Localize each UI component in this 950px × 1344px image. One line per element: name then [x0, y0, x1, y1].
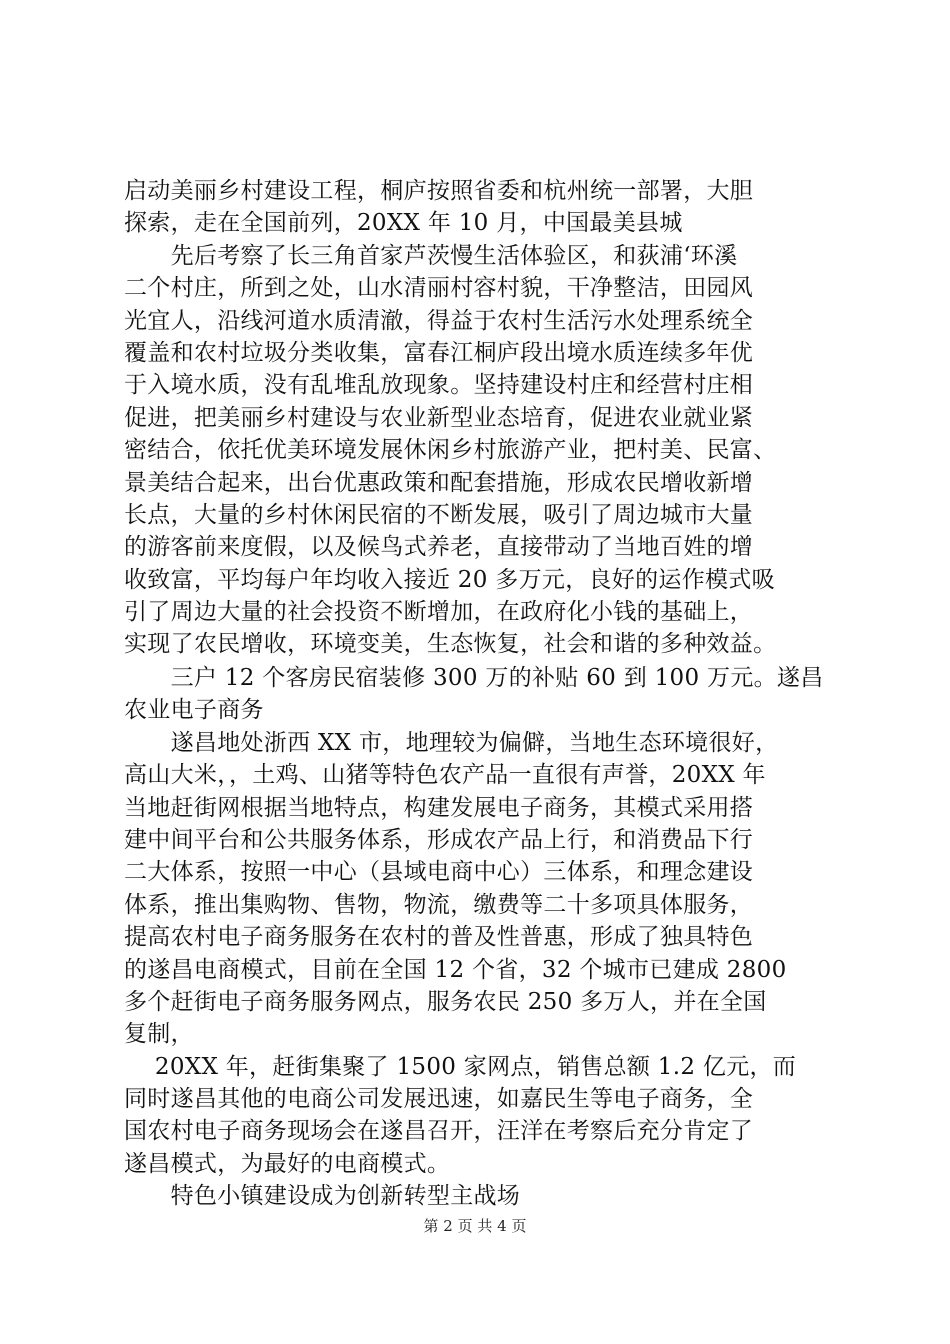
text-line: 遂昌地处浙西 XX 市，地理较为偏僻，当地生态环境很好，	[124, 729, 779, 756]
text-line: 建中间平台和公共服务体系，形成农产品上行，和消费品下行	[124, 826, 754, 853]
text-line: 于入境水质，没有乱堆乱放现象。坚持建设村庄和经营村庄相	[124, 372, 754, 399]
text-line: 多个赶街电子商务服务网点，服务农民 250 多万人，并在全国	[124, 988, 767, 1015]
text-line: 当地赶街网根据当地特点，构建发展电子商务，其模式采用搭	[124, 794, 754, 821]
text-line: 引了周边大量的社会投资不断增加，在政府化小钱的基础上，	[124, 599, 754, 626]
text-line: 的游客前来度假，以及候鸟式养老，直接带动了当地百姓的增	[124, 534, 754, 561]
text-line: 二个村庄，所到之处，山水清丽村容村貌，干净整洁，田园风	[124, 275, 754, 302]
text-line: 收致富，平均每户年均收入接近 20 多万元，良好的运作模式吸	[124, 566, 775, 593]
page-footer: 第 2 页 共 4 页	[423, 1217, 527, 1235]
text-line: 先后考察了长三角首家芦茨慢生活体验区，和荻浦‘环溪	[124, 242, 738, 269]
text-line: 国农村电子商务现场会在遂昌召开，汪洋在考察后充分肯定了	[124, 1118, 754, 1145]
text-line: 二大体系，按照一中心（县域电商中心）三体系，和理念建设	[124, 859, 754, 886]
text-line: 复制，	[124, 1021, 194, 1048]
text-line: 景美结合起来，出台优惠政策和配套措施，形成农民增收新增	[124, 469, 754, 496]
text-line: 覆盖和农村垃圾分类收集，富春江桐庐段出境水质连续多年优	[124, 339, 754, 366]
text-line: 提高农村电子商务服务在农村的普及性普惠，形成了独具特色	[124, 924, 754, 951]
paragraph-block-2	[124, 662, 844, 1213]
paragraph-block-1	[124, 175, 844, 661]
text-line: 高山大米，，土鸡、山猪等特色农产品一直很有声誉，20XX 年	[124, 762, 766, 789]
text-line: 的遂昌电商模式，目前在全国 12 个省，32 个城市已建成 2800	[124, 956, 787, 983]
text-line: 农业电子商务	[124, 697, 264, 724]
text-line: 启动美丽乡村建设工程，桐庐按照省委和杭州统一部署，大胆	[124, 178, 754, 204]
text-line: 三户 12 个客房民宿装修 300 万的补贴 60 到 100 万元。遂昌	[124, 665, 824, 691]
text-line: 体系，推出集购物、售物，物流，缴费等二十多项具体服务，	[124, 891, 754, 918]
text-line: 密结合，依托优美环境发展休闲乡村旅游产业，把村美、民富、	[124, 437, 777, 464]
text-line: 长点，大量的乡村休闲民宿的不断发展，吸引了周边城市大量	[124, 501, 754, 528]
text-line: 促进，把美丽乡村建设与农业新型业态培育，促进农业就业紧	[124, 404, 754, 431]
text-line: 实现了农民增收，环境变美，生态恢复，社会和谐的多种效益。	[124, 631, 777, 658]
text-line: 同时遂昌其他的电商公司发展迅速，如嘉民生等电子商务，全	[124, 1086, 754, 1113]
text-line: 探索，走在全国前列，20XX 年 10 月，中国最美县城	[124, 210, 683, 237]
text-line: 20XX 年，赶街集聚了 1500 家网点，销售总额 1.2 亿元，而	[124, 1053, 797, 1080]
text-line: 特色小镇建设成为创新转型主战场	[124, 1183, 521, 1210]
text-line: 遂昌模式，为最好的电商模式。	[124, 1150, 451, 1177]
text-line: 光宜人，沿线河道水质清澈，得益于农村生活污水处理系统全	[124, 307, 754, 334]
